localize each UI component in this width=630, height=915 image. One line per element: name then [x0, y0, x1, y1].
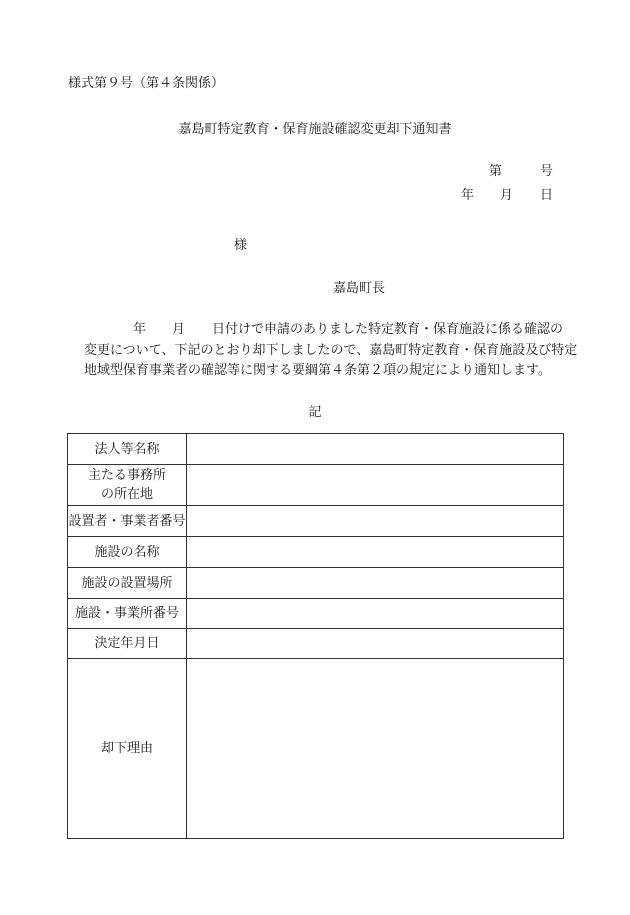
row-label: 施設の名称: [68, 537, 187, 568]
row-label: 決定年月日: [68, 629, 187, 659]
row-label: 法人等名称: [68, 434, 187, 465]
document-title: 嘉島町特定教育・保育施設確認変更却下通知書: [178, 122, 452, 137]
table-row: [68, 465, 564, 506]
body-month: 月: [172, 322, 186, 337]
row-label-line: 主たる事務所: [87, 468, 166, 483]
body-line-3: 地域型保育事業者の確認等に関する要綱第４条第２項の規定により通知します。: [84, 363, 551, 378]
row-label: 設置者・事業者番号: [68, 506, 187, 537]
row-label-line: の所在地: [100, 487, 153, 502]
body-year: 年: [133, 322, 147, 337]
form-number: 様式第９号（第４条関係）: [68, 76, 225, 91]
ki-heading: 記: [308, 405, 322, 420]
date-day: 日: [540, 188, 554, 203]
row-value[interactable]: [187, 568, 564, 599]
table-row: [68, 599, 564, 629]
row-value[interactable]: [187, 599, 564, 629]
date-year: 年: [461, 188, 475, 203]
body-line-2: 変更について、下記のとおり却下しましたので、嘉島町特定教育・保育施設及び特定: [84, 343, 578, 358]
issuer-name: 嘉島町長: [333, 281, 386, 296]
row-label: [68, 465, 187, 506]
row-value[interactable]: [187, 465, 564, 506]
row-label: 施設・事業所番号: [68, 599, 187, 629]
row-label: 施設の設置場所: [68, 568, 187, 599]
table-row: [68, 568, 564, 599]
row-value[interactable]: [187, 537, 564, 568]
reference-dai: 第: [489, 164, 503, 179]
reference-go: 号: [540, 164, 554, 179]
row-value[interactable]: [187, 659, 564, 839]
date-month: 月: [500, 188, 514, 203]
row-value[interactable]: [187, 629, 564, 659]
table-row: [68, 659, 564, 839]
row-value[interactable]: [187, 434, 564, 465]
details-table: [67, 433, 564, 839]
table-row: [68, 629, 564, 659]
row-value[interactable]: [187, 506, 564, 537]
row-label: 却下理由: [68, 659, 187, 839]
addressee-sama: 様: [234, 238, 248, 253]
table-row: [68, 506, 564, 537]
table-row: [68, 537, 564, 568]
table-row: [68, 434, 564, 465]
body-rest: 日付けで申請のありました特定教育・保育施設に係る確認の: [212, 322, 564, 337]
